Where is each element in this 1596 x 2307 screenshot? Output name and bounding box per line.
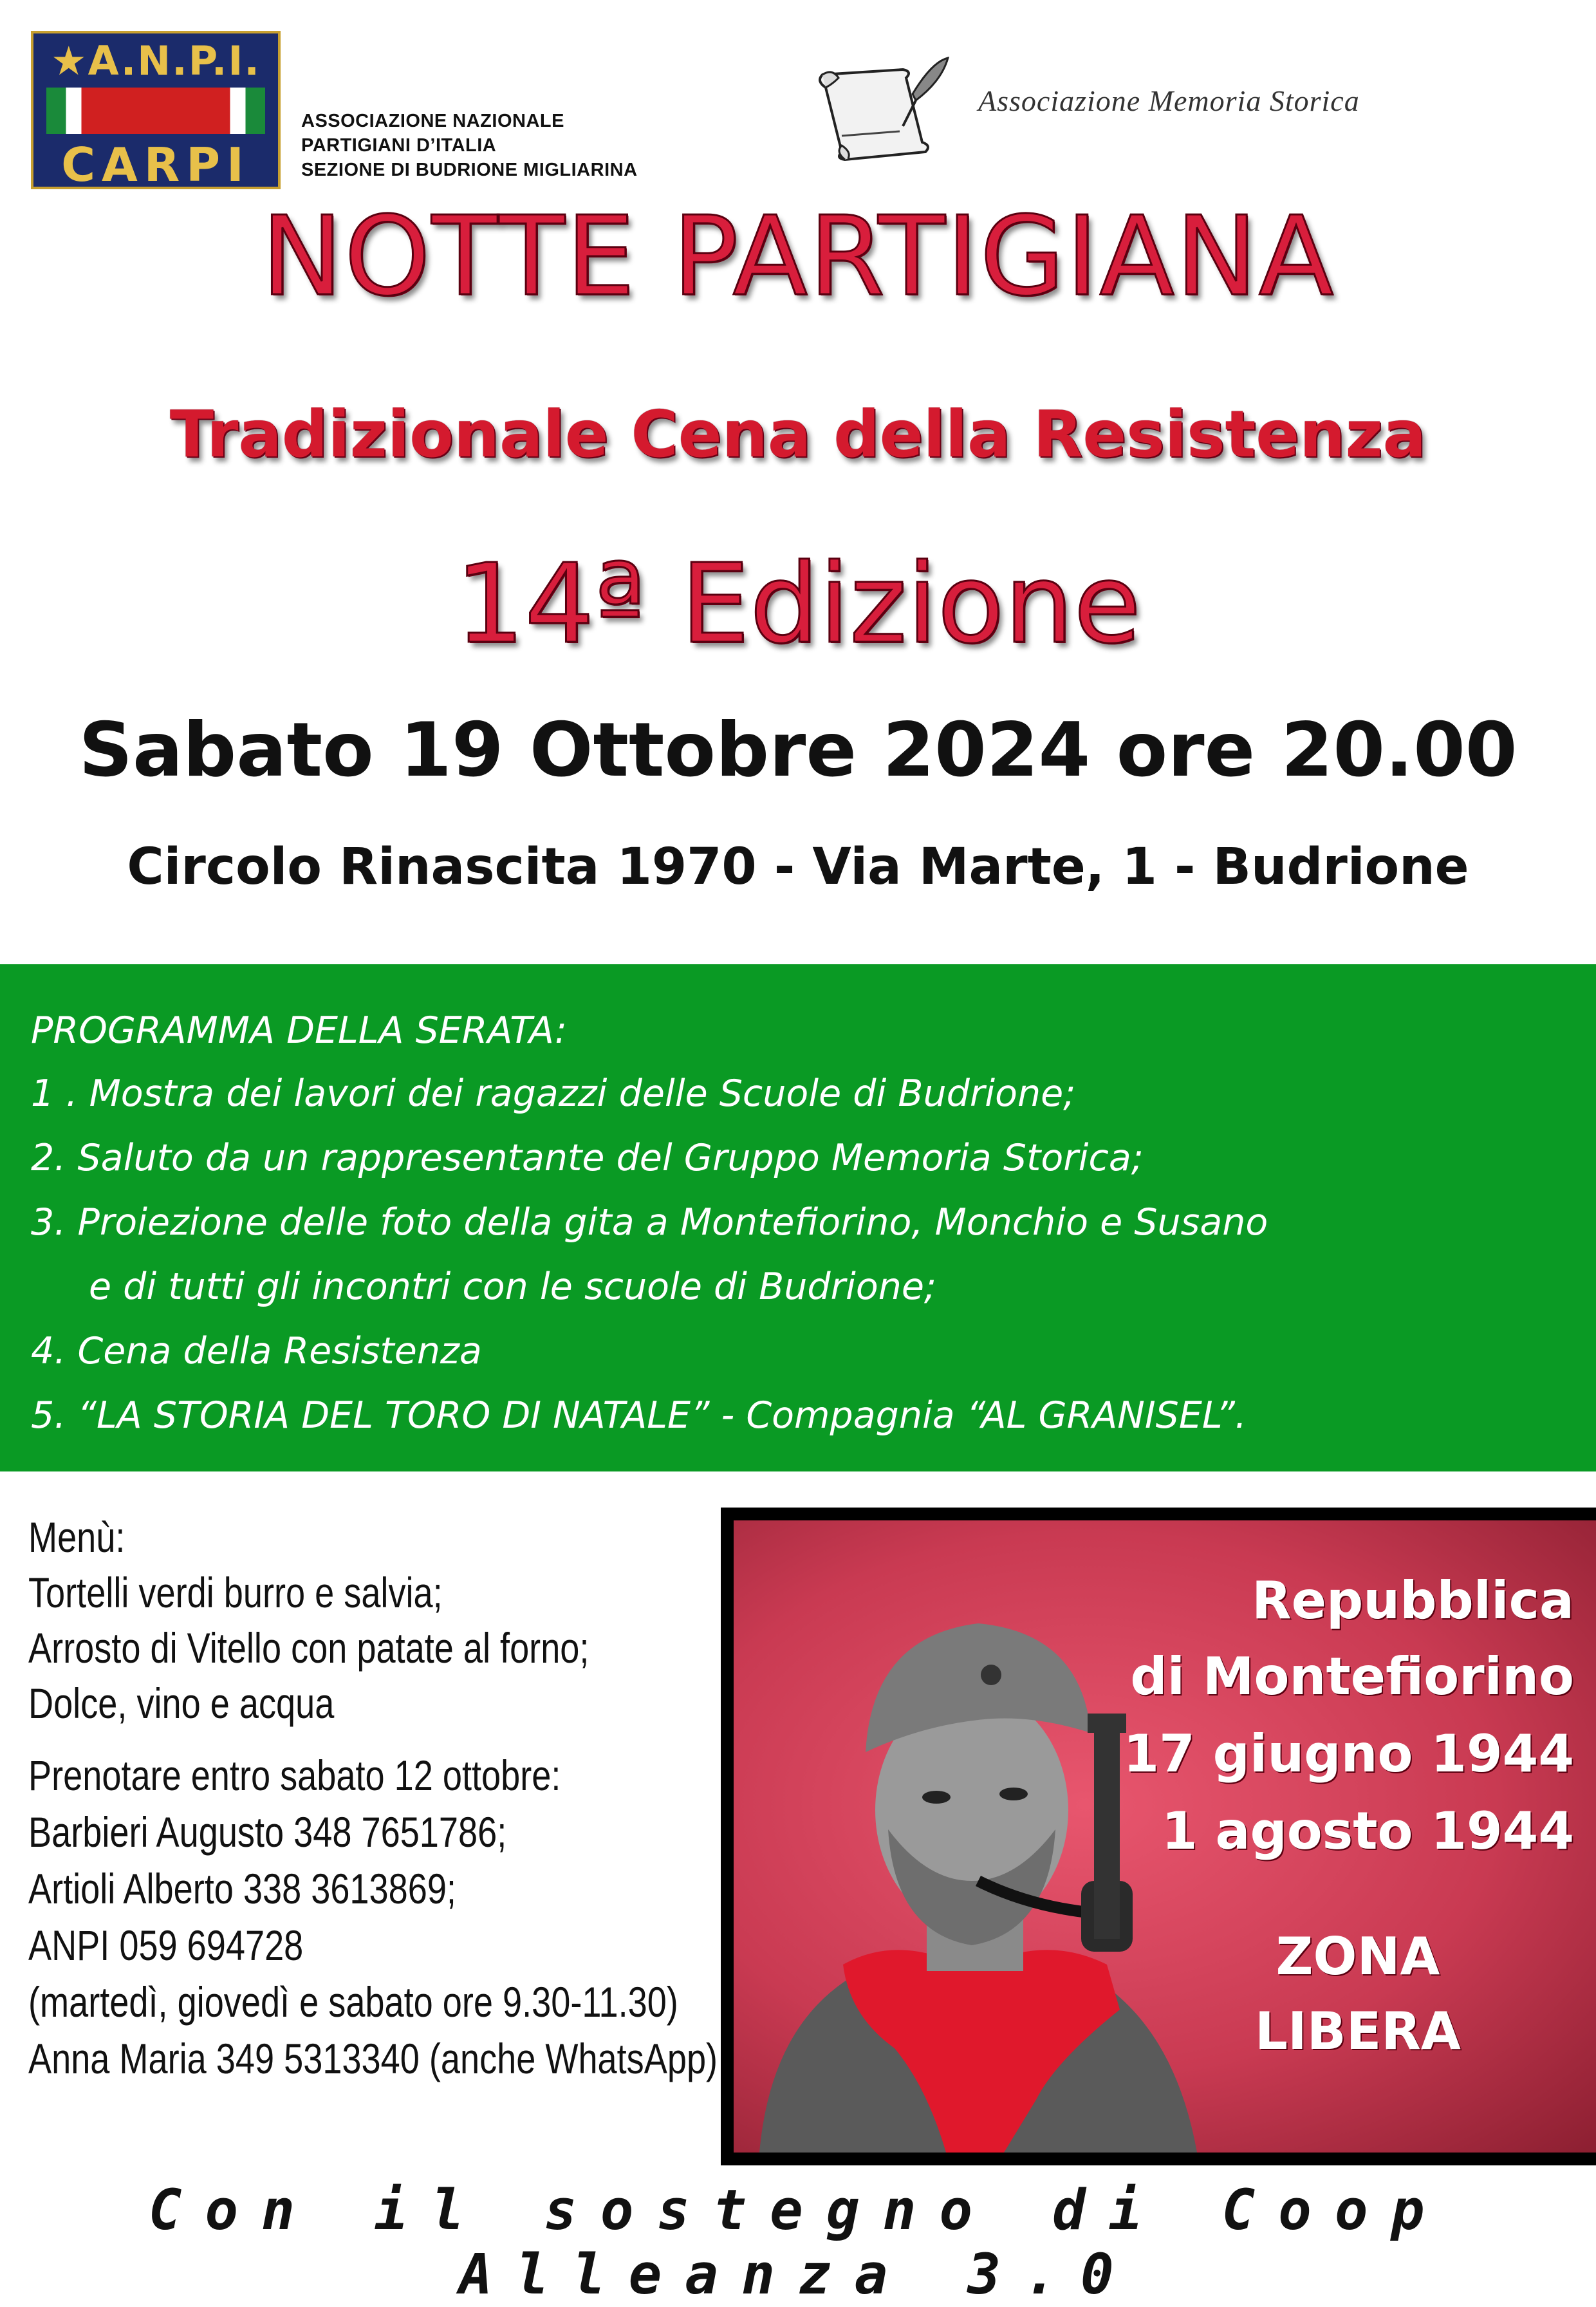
anpi-logo: [31, 31, 281, 192]
event-title: NOTTE PARTIGIANA: [261, 193, 1335, 321]
menu-item-3: Dolce, vino e acqua: [28, 1679, 335, 1727]
menu-item-2: Arrosto di Vitello con patate al forno;: [28, 1624, 589, 1672]
booking-heading: Prenotare entro sabato 12 ottobre:: [28, 1751, 561, 1799]
program-heading: PROGRAMMA DELLA SERATA:: [31, 1009, 568, 1052]
association-line-3: SEZIONE DI BUDRIONE MIGLIARINA: [301, 160, 638, 180]
association-line-1: ASSOCIAZIONE NAZIONALE: [301, 111, 564, 131]
event-venue: Circolo Rinascita 1970 - Via Marte, 1 - Budrione: [127, 838, 1469, 896]
anpi-logo-top-text: ★A.N.P.I.: [51, 37, 261, 84]
scroll-quill-icon: [803, 55, 951, 165]
zona-libera-label: [1184, 1919, 1532, 2069]
anpi-logo-bottom-text: CARPI: [61, 138, 250, 192]
booking-hours: (martedì, giovedì e sabato ore 9.30-11.30): [28, 1978, 678, 2026]
event-subtitle: Tradizionale Cena della Resistenza: [169, 397, 1427, 472]
memoria-storica-name: Associazione Memoria Storica: [978, 84, 1360, 117]
menu-heading: Menù:: [28, 1513, 125, 1561]
booking-contact-anpi: ANPI 059 694728: [28, 1921, 304, 1969]
booking-contact-barbieri: Barbieri Augusto 348 7651786;: [28, 1808, 507, 1856]
program-item-2: 2. Saluto da un rappresentante del Gruppo Memoria Storica;: [31, 1137, 1144, 1179]
booking-contact-artioli: Artioli Alberto 338 3613869;: [28, 1865, 456, 1912]
menu-item-1: Tortelli verdi burro e salvia;: [28, 1569, 443, 1616]
event-date: Sabato 19 Ottobre 2024 ore 20.00: [79, 707, 1517, 794]
italian-flag-icon: [46, 88, 265, 134]
photo-caption-line-3: 17 giugno 1944: [1123, 1724, 1574, 1784]
zona-label-line-2: LIBERA: [1255, 2001, 1461, 2061]
association-line-2: PARTIGIANI D’ITALIA: [301, 135, 497, 156]
program-item-5: 5. “LA STORIA DEL TORO DI NATALE” - Compagnia “AL GRANISEL”.: [31, 1394, 1247, 1437]
photo-caption-line-2: di Montefiorino: [1130, 1647, 1574, 1706]
sponsor-line: Con il sostegno di Coop Alleanza 3.0: [148, 2178, 1448, 2307]
photo-caption-line-1: Repubblica: [1252, 1571, 1574, 1630]
booking-contact-anna-maria: Anna Maria 349 5313340 (anche WhatsApp): [28, 2035, 718, 2082]
partisan-photo: [721, 1508, 1596, 2165]
program-item-4: 4. Cena della Resistenza: [31, 1330, 482, 1372]
event-edition: 14ª Edizione: [455, 541, 1141, 668]
program-item-3-continued: e di tutti gli incontri con le scuole di Budrione;: [89, 1266, 937, 1308]
program-item-1: 1 . Mostra dei lavori dei ragazzi delle Scuole di Budrione;: [31, 1072, 1076, 1115]
photo-caption-line-4: 1 agosto 1944: [1161, 1801, 1574, 1861]
program-item-3: 3. Proiezione delle foto della gita a Montefiorino, Monchio e Susano: [31, 1201, 1268, 1244]
zona-label-line-1: ZONA: [1276, 1927, 1440, 1986]
